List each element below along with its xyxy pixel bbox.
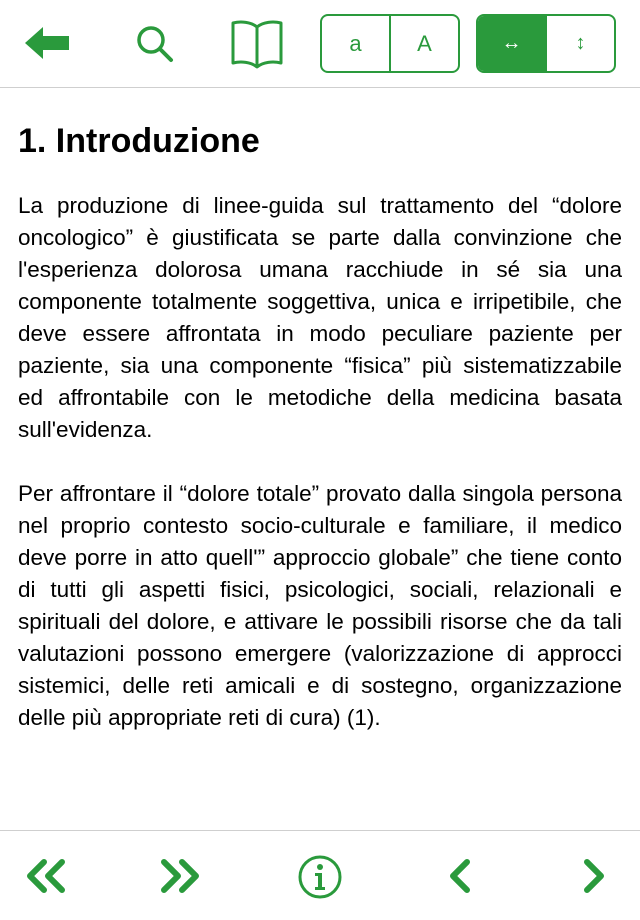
layout-control xyxy=(476,14,616,73)
next-page-button[interactable] xyxy=(574,855,614,897)
chevron-left-icon xyxy=(445,858,475,894)
article-paragraph: La produzione di linee-guida sul trattamento del “dolore oncologico” è giustificata se parte dalla convinzione che l'esperienza dolorosa umana racchiude in sé sia una componente totalmente soggettiva, unica e irripetibile, che deve essere affrontata in modo peculiare paziente per paziente, sia una componente “fisica” più sistematizzabile ed affrontabile con le metodiche della medicina basata sull'evidenza. xyxy=(18,193,622,442)
font-smaller-button[interactable]: a xyxy=(349,30,362,56)
double-chevron-left-icon xyxy=(24,858,68,894)
book-icon xyxy=(229,17,285,69)
search-icon xyxy=(132,21,176,65)
first-chapter-button[interactable] xyxy=(22,855,70,897)
chevron-right-icon xyxy=(579,858,609,894)
article-paragraph: Per affrontare il “dolore totale” provato dalla singola persona nel proprio contesto socio-culturale e familiare, il medico deve porre in atto quell'” approccio globale” che tiene conto di tutti gli aspetti fisici, psicologici, sociali, relazionali e spirituali del dolore, e attivare le possibili risorse che da tali valutazioni possono emergere (valorizzazione di approcci sistemici, delle reti amicali e di sostegno, organizzazione delle più appropriate reti di cura) (1). xyxy=(18,481,622,730)
article-content xyxy=(18,88,622,830)
bottom-toolbar xyxy=(0,830,640,920)
last-chapter-button[interactable] xyxy=(156,855,204,897)
search-button[interactable] xyxy=(130,20,178,66)
top-toolbar xyxy=(0,0,640,88)
layout-vertical-button[interactable]: ↕ xyxy=(545,16,614,71)
info-button[interactable] xyxy=(296,853,344,901)
page-title: 1. Introduzione xyxy=(18,122,260,160)
back-arrow-icon xyxy=(23,25,71,61)
back-button[interactable] xyxy=(22,22,72,64)
font-larger-button[interactable]: A xyxy=(389,16,458,71)
previous-page-button[interactable] xyxy=(440,855,480,897)
font-size-control xyxy=(320,14,460,73)
layout-horizontal-button[interactable]: ↔ xyxy=(478,16,545,71)
double-chevron-right-icon xyxy=(158,858,202,894)
info-icon xyxy=(297,854,343,900)
contents-button[interactable] xyxy=(228,16,286,70)
